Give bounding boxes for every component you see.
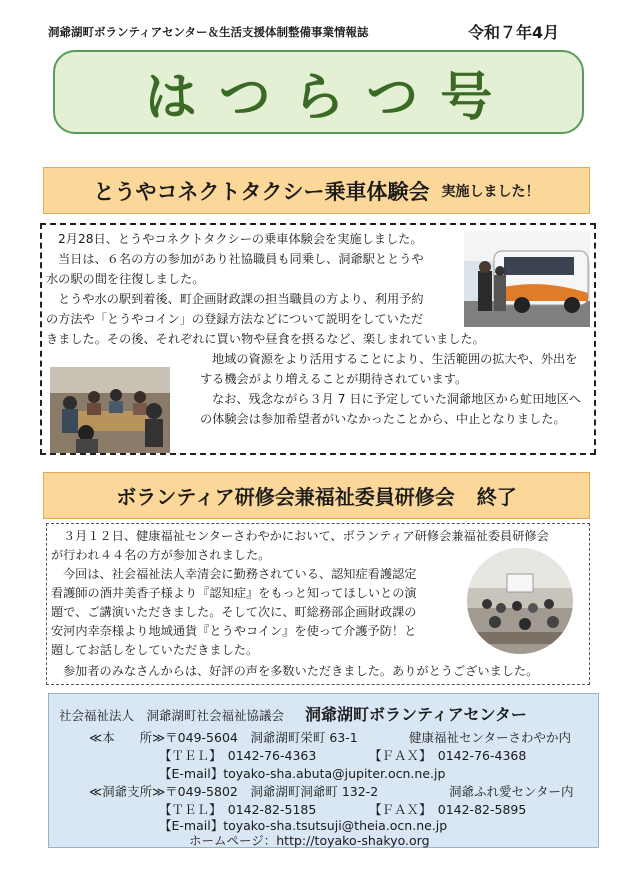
article1-line: きました。その後、それぞれに買い物や昼食を摂るなど、楽しまれていました。	[46, 332, 485, 346]
group-photo	[50, 367, 170, 453]
newsletter-publisher: 洞爺湖町ボランティアセンター＆生活支援体制整備事業情報誌	[48, 25, 369, 39]
homepage-link[interactable]: ホームページ：http://toyako-shakyo.org	[189, 833, 430, 848]
article1-line: 水の駅の間を往復しました。	[46, 272, 205, 286]
article2-line: 今回は、社会福祉法人幸清会に勤務されている、認知症看護認定	[63, 567, 417, 581]
article1-line: の方法や「とうやコイン」の登録方法などについて説明をしていただ	[46, 312, 424, 326]
issue-date: 令和７年4月	[468, 23, 560, 42]
article1-line: する機会がより増えることが期待されています。	[200, 372, 468, 386]
seminar-photo	[467, 548, 573, 654]
taxi-photo	[464, 231, 590, 327]
article1-heading-sub: 実施しました！	[441, 183, 540, 200]
main-office-address: ≪本 所≫〒049-5604 洞爺湖町栄町 63-1	[89, 730, 358, 745]
main-office-fax: 【ＦＡＸ】 0142-76-4368	[369, 748, 527, 763]
article1-line: の体験会は参加希望者がいなかったことから、中止となりました。	[200, 412, 566, 426]
contact-footer	[48, 693, 599, 848]
article2-line: 題で、ご講演いただきました。そして次に、町総務部企画財政課の	[51, 605, 417, 619]
branch-office-tel: 【ＴＥＬ】 0142-82-5185	[159, 802, 317, 817]
main-office-email[interactable]: 【E-mail】toyako-sha.abuta@jupiter.ocn.ne.jp	[159, 766, 446, 781]
article2-body	[46, 523, 590, 685]
footer-org: 社会福祉法人 洞爺湖町社会福祉協議会	[59, 708, 285, 723]
newsletter-title: はつらつ号	[144, 66, 515, 128]
article1-banner	[43, 167, 590, 214]
branch-office-building: 洞爺ふれ愛センター内	[449, 784, 574, 799]
article2-line: 参加者のみなさんからは、好評の声を多数いただきました。ありがとうございました。	[63, 664, 539, 678]
branch-office-email[interactable]: 【E-mail】toyako-sha.tsutsuji@theia.ocn.ne.jp	[159, 818, 448, 833]
article2-heading-tail: 終了	[476, 485, 517, 509]
main-office-building: 健康福祉センターさわやか内	[409, 730, 572, 745]
article2-line: 安河内幸奈様より地域通貨『とうやコイン』を使って介護予防！と	[51, 624, 417, 638]
masthead	[53, 50, 584, 134]
branch-office-address: ≪洞爺支所≫〒049-5802 洞爺湖町洞爺町 132-2	[89, 784, 379, 799]
article1-line: 地域の資源をより活用することにより、生活範囲の拡大や、外出を	[212, 352, 578, 366]
article1-line: なお、残念ながら３月 7 日に予定していた洞爺地区から虻田地区へ	[212, 392, 581, 406]
main-office-tel: 【ＴＥＬ】 0142-76-4363	[159, 748, 317, 763]
article2-banner	[43, 472, 590, 519]
article1-line: 2月28日、とうやコネクトタクシーの乗車体験会を実施しました。	[58, 232, 423, 246]
article2-line: が行われ４４名の方が参加されました。	[51, 548, 271, 562]
article1-heading: とうやコネクトタクシー乗車体験会	[93, 179, 430, 204]
article2-line: 題してお話しをしていただきました。	[51, 643, 259, 657]
article1-line: とうや水の駅到着後、町企画財政課の担当職員の方より、利用予約	[58, 292, 424, 306]
article2-line: 看護師の酒井美香子様より『認知症』をもっと知ってほしいとの演	[51, 586, 417, 600]
article1-line: 当日は、６名の方の参加があり社協職員も同乗し、洞爺駅ととうや	[58, 252, 424, 266]
branch-office-fax: 【ＦＡＸ】 0142-82-5895	[369, 802, 527, 817]
article1-body	[40, 223, 596, 455]
article2-heading: ボランティア研修会兼福祉委員研修会	[116, 485, 455, 509]
footer-center-name: 洞爺湖町ボランティアセンター	[305, 705, 527, 724]
article2-line: ３月１２日、健康福祉センターさわやかにおいて、ボランティア研修会兼福祉委員研修会	[63, 529, 549, 543]
